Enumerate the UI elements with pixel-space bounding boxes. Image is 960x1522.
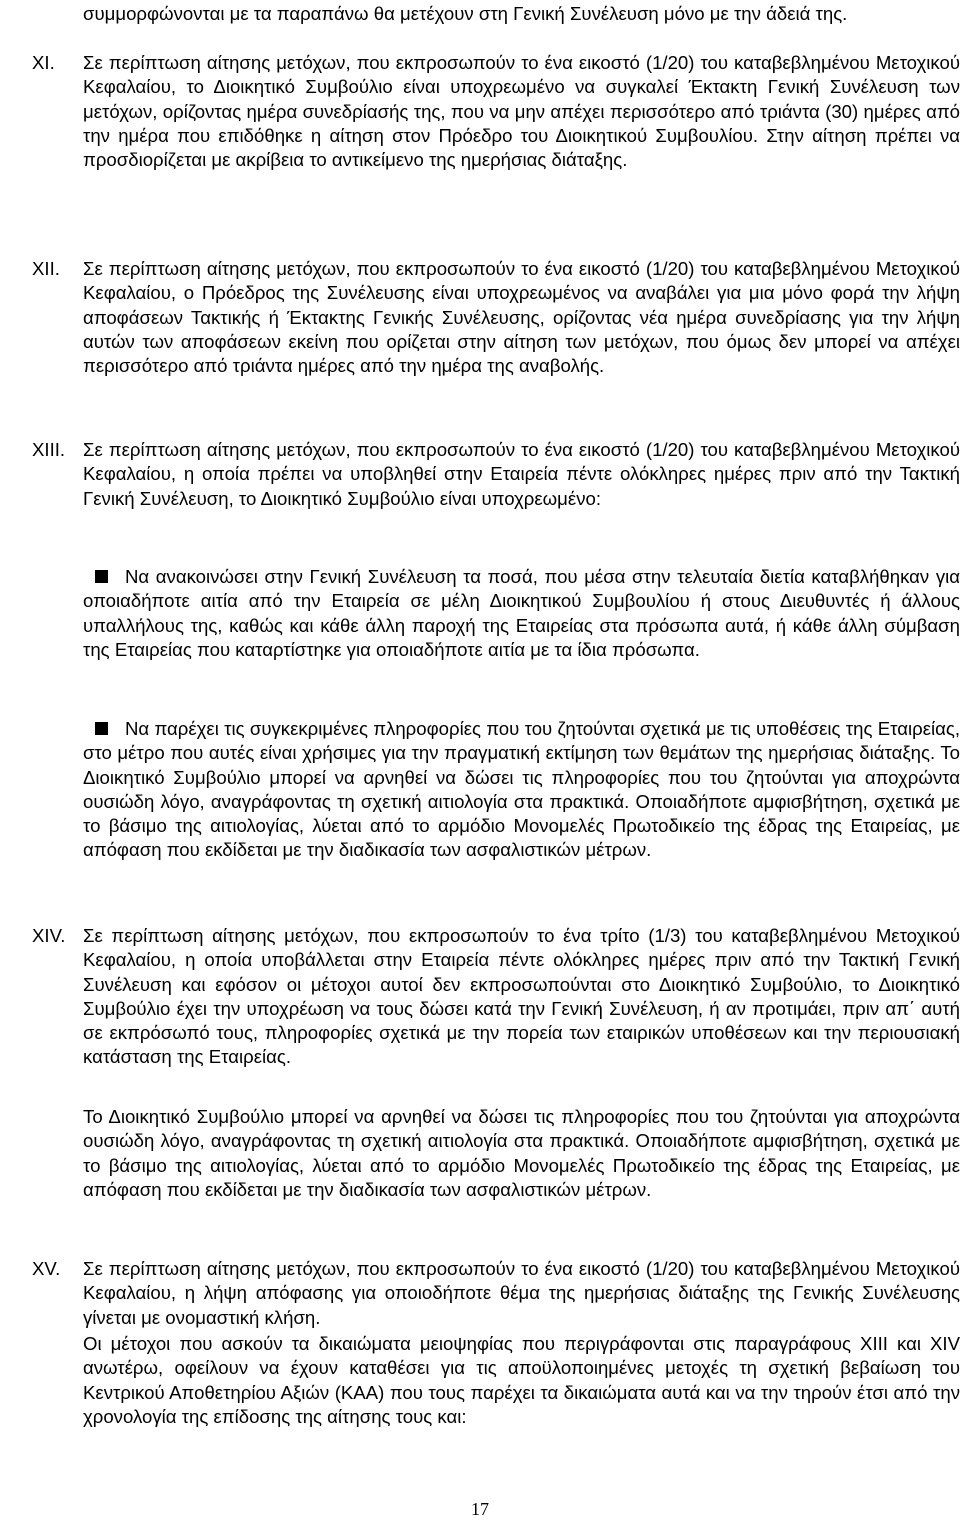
section-number-xii: XII. [32,258,60,279]
section-number-xiii: XIII. [32,439,66,460]
section-text-xv: Σε περίπτωση αίτησης μετόχων, που εκπροσωπούν το ένα εικοστό (1/20) του καταβεβλημένου Μετοχικού Κεφαλαίου, η λήψη απόφασης για οποιοδήποτε θέμα της ημερήσιας διάταξης της Γενικής Συνέλευσης γίνεται με ονομαστική κλήση. [83,1258,960,1328]
bullet-text: Να παρέχει τις συγκεκριμένες πληροφορίες που του ζητούνται σχετικά με τις υποθέσεις της Εταιρείας, στο μέτρο που αυτές είναι χρήσιμες για την πραγματική εκτίμηση των θεμάτων της ημερήσιας διάταξης. Το Διοικητικό Συμβούλιο μπορεί να αρνηθεί να δώσει τις πληροφορίες που του ζητούνται για αποχρώντα ουσιώδη λόγο, αναγράφοντας τη σχετική αιτιολογία στα πρακτικά. Οποιαδήποτε αμφισβήτηση, σχετικά με το βάσιμο της αιτιολογίας, λύεται από το αρμόδιο Μονομελές Πρωτοδικείο της έδρας της Εταιρείας, με απόφαση που εκδίδεται με την διαδικασία των ασφαλιστικών μέτρων. [83,718,960,861]
section-text-xiii: Σε περίπτωση αίτησης μετόχων, που εκπροσωπούν το ένα εικοστό (1/20) του καταβεβλημένου Μετοχικού Κεφαλαίου, η οποία πρέπει να υποβληθεί στην Εταιρεία πέντε ολόκληρες ημέρες πριν από την Τακτική Γενική Συνέλευση, το Διοικητικό Συμβούλιο είναι υποχρεωμένο: [83,439,960,509]
bullet-item [83,717,960,863]
section-number-xv: XV. [32,1258,61,1279]
bullet-item [83,565,960,662]
square-bullet-icon [95,722,108,735]
section-text-xiv: Σε περίπτωση αίτησης μετόχων, που εκπροσωπούν το ένα τρίτο (1/3) του καταβεβλημένου Μετοχικού Κεφαλαίου, η οποία υποβάλλεται στην Εταιρεία πέντε ολόκληρες ημέρες πριν από την Τακτική Γενική Συνέλευση και εφόσον οι μέτοχοι αυτοί δεν εκπροσωπούνται στο Διοικητικό Συμβούλιο, το Διοικητικό Συμβούλιο έχει την υποχρέωση να τους δώσει κατά την Γενική Συνέλευση, ή αν προτιμάει, πριν απ΄ αυτή σε εκπρόσωπό τους, πληροφορίες σχετικά με την πορεία των εταιρικών υποθέσεων και την περιουσιακή κατάσταση της Εταιρείας. [83,925,960,1068]
bullet-text: Να ανακοινώσει στην Γενική Συνέλευση τα ποσά, που μέσα στην τελευταία διετία καταβλήθηκαν για οποιαδήποτε αιτία από την Εταιρεία σε μέλη Διοικητικού Συμβουλίου ή στους Διευθυντές ή άλλους υπαλλήλους της, καθώς και κάθε άλλη παροχή της Εταιρείας στα πρόσωπα αυτά, ή κάθε άλλη σύμβαση της Εταιρείας που καταρτίστηκε για οποιαδήποτε αιτία με τα ίδια πρόσωπα. [83,566,960,660]
section-number-xi: XI. [32,52,55,73]
intro-paragraph: συμμορφώνονται με τα παραπάνω θα μετέχουν στη Γενική Συνέλευση μόνο με την άδειά της. [83,3,848,24]
page-number: 17 [471,1499,489,1519]
section-text-xv-continued: Οι μέτοχοι που ασκούν τα δικαιώματα μειοψηφίας που περιγράφονται στις παραγράφους XIII και XIV ανωτέρω, οφείλουν να έχουν καταθέσει για τις αποϋλοποιημένες μετοχές τη σχετική βεβαίωση του Κεντρικού Αποθετηρίου Αξιών (ΚΑΑ) που τους παρέχει τα δικαιώματα αυτά και να την τηρούν έτσι από την χρονολογία της επίδοσης της αίτησης τους και: [83,1333,960,1427]
section-text-xiv-continued: Το Διοικητικό Συμβούλιο μπορεί να αρνηθεί να δώσει τις πληροφορίες που του ζητούνται για αποχρώντα ουσιώδη λόγο, αναγράφοντας τη σχετική αιτιολογία στα πρακτικά. Οποιαδήποτε αμφισβήτηση, σχετικά με το βάσιμο της αιτιολογίας, λύεται από το αρμόδιο Μονομελές Πρωτοδικείο της έδρας της Εταιρείας, με απόφαση που εκδίδεται με την διαδικασία των ασφαλιστικών μέτρων. [83,1106,960,1200]
section-text-xi: Σε περίπτωση αίτησης μετόχων, που εκπροσωπούν το ένα εικοστό (1/20) του καταβεβλημένου Μετοχικού Κεφαλαίου, το Διοικητικό Συμβούλιο είναι υποχρεωμένο να συγκαλεί Έκτακτη Γενική Συνέλευση των μετόχων, ορίζοντας ημέρα συνεδρίασής της, που να μην απέχει περισσότερο από τριάντα (30) ημέρες από την ημέρα που επιδόθηκε η αίτηση στον Πρόεδρο του Διοικητικού Συμβουλίου. Στην αίτηση πρέπει να προσδιορίζεται με ακρίβεια το αντικείμενο της ημερήσιας διάταξης. [83,52,960,171]
square-bullet-icon [95,570,108,583]
section-text-xii: Σε περίπτωση αίτησης μετόχων, που εκπροσωπούν το ένα εικοστό (1/20) του καταβεβλημένου Μετοχικού Κεφαλαίου, ο Πρόεδρος της Συνέλευσης είναι υποχρεωμένος να αναβάλει για μια μόνο φορά την λήψη αποφάσεων Τακτικής ή Έκτακτης Γενικής Συνέλευσης, ορίζοντας νέα ημέρα συνεδρίασης για την λήψη αυτών των αποφάσεων εκείνη που ορίζεται στην αίτηση των μετόχων, που όμως δεν μπορεί να απέχει περισσότερο από τριάντα ημέρες από την ημέρα της αναβολής. [83,258,960,377]
section-number-xiv: XIV. [32,925,66,946]
